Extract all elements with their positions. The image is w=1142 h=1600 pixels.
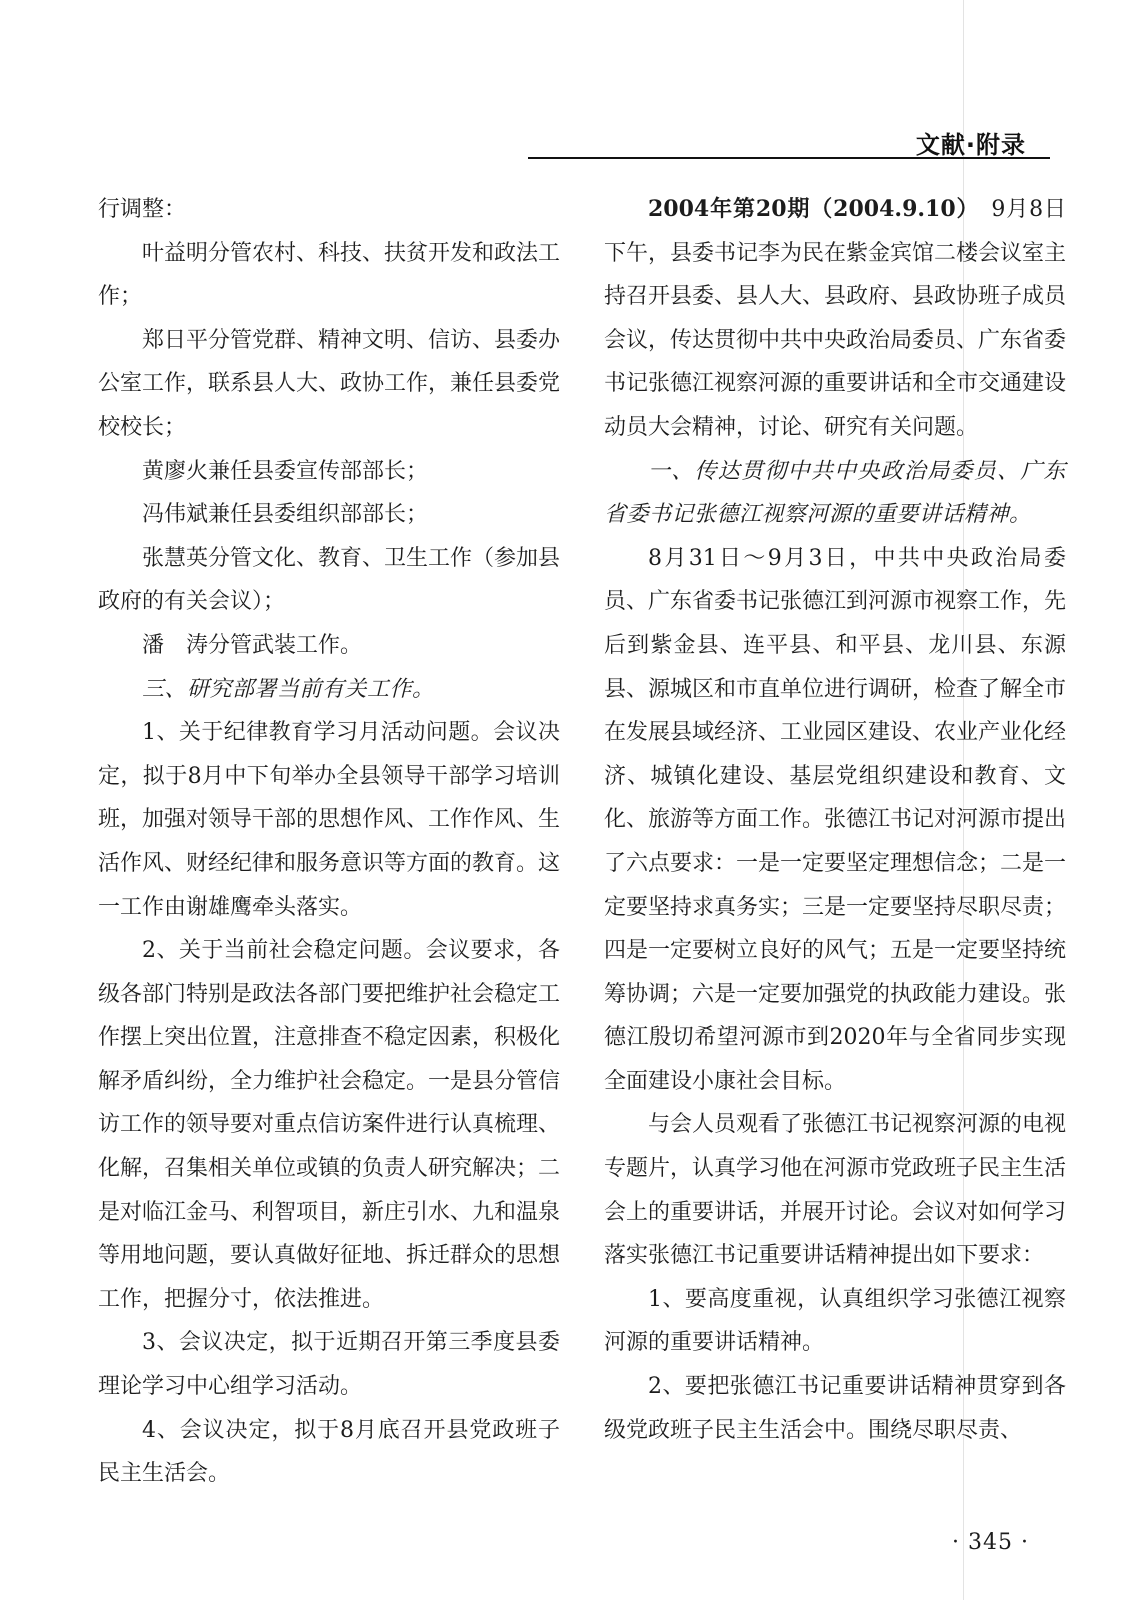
header-rule: [528, 157, 1050, 159]
paragraph: 8月31日～9月3日，中共中央政治局委员、广东省委书记张德江到河源市视察工作，先后到紫金县、连平县、和平县、龙川县、东源县、源城区和市直单位进行调研，检查了解全市在发展县域经济、工业园区建设、农业产业化经济、城镇化建设、基层党组织建设和教育、文化、旅游等方面工作。张德江书记对河源市提出了六点要求：一是一定要坚定理想信念；二是一定要坚持求真务实；三是一定要坚持尽职尽责；四是一定要树立良好的风气；五是一定要坚持统筹协调；六是一定要加强党的执政能力建设。张德江殷切希望河源市到2020年与全省同步实现全面建设小康社会目标。: [604, 545, 1067, 1094]
paragraph: 1、要高度重视，认真组织学习张德江视察河源的重要讲话精神。: [604, 1286, 1066, 1356]
paragraph: 郑日平分管党群、精神文明、信访、县委办公室工作，联系县人大、政协工作，兼任县委党校校长；: [98, 327, 561, 440]
paragraph: 2、要把张德江书记重要讲话精神贯穿到各级党政班子民主生活会中。围绕尽职尽责、: [604, 1374, 1066, 1443]
paragraph: 叶益明分管农村、科技、扶贫开发和政法工作；: [98, 240, 561, 310]
paragraph: 与会人员观看了张德江书记视察河源的电视专题片，认真学习他在河源市党政班子民主生活会上的重要讲话，并展开讨论。会议对如何学习落实张德江书记重要讲话精神提出如下要求：: [604, 1112, 1067, 1269]
page-number: · 345 ·: [952, 1530, 1029, 1555]
issue-text: 9月8日下午，县委书记李为民在紫金宾馆二楼会议室主持召开县委、县人大、县政府、县政协班子成员会议，传达贯彻中共中央政治局委员、广东省委书记张德江视察河源的重要讲话和全市交通建设动员大会精神，讨论、研究有关问题。: [604, 197, 1067, 440]
paragraph: 3、会议决定，拟于近期召开第三季度县委理论学习中心组学习活动。: [98, 1330, 560, 1400]
paragraph: 行调整：: [98, 197, 187, 222]
right-column: [604, 188, 1066, 1452]
left-column: [98, 188, 560, 1496]
issue-paragraph: [604, 188, 1066, 450]
paragraph: 4、会议决定，拟于8月底召开县党政班子民主生活会。: [98, 1417, 560, 1487]
paragraph: 2、关于当前社会稳定问题。会议要求，各级各部门特别是政法各部门要把维护社会稳定工作摆上突出位置，注意排查不稳定因素，积极化解矛盾纠纷，全力维护社会稳定。一是县分管信访工作的领导要对重点信访案件进行认真梳理、化解，召集相关单位或镇的负责人研究解决；二是对临江金马、利智项目，新庄引水、九和温泉等用地问题，要认真做好征地、拆迁群众的思想工作，把握分寸，依法推进。: [98, 938, 561, 1312]
paragraph: 冯伟斌兼任县委组织部部长；: [142, 502, 429, 528]
paragraph: 黄廖火兼任县委宣传部部长；: [142, 458, 429, 484]
section-title: 文献·附录: [915, 131, 1026, 159]
section-heading: 一、传达贯彻中共中央政治局委员、广东省委书记张德江视察河源的重要讲话精神。: [604, 458, 1066, 528]
paragraph: 张慧英分管文化、教育、卫生工作（参加县政府的有关会议）；: [98, 545, 561, 615]
section-heading: 三、研究部署当前有关工作。: [142, 676, 435, 702]
paragraph: 1、关于纪律教育学习月活动问题。会议决定，拟于8月中下旬举办全县领导干部学习培训班，加强对领导干部的思想作风、工作作风、生活作风、财经纪律和服务意识等方面的教育。这一工作由谢雄鹰牵头落实。: [98, 720, 561, 920]
paragraph: 潘 涛分管武装工作。: [142, 632, 363, 658]
issue-label: 2004年第20期（2004.9.10）: [648, 196, 969, 222]
